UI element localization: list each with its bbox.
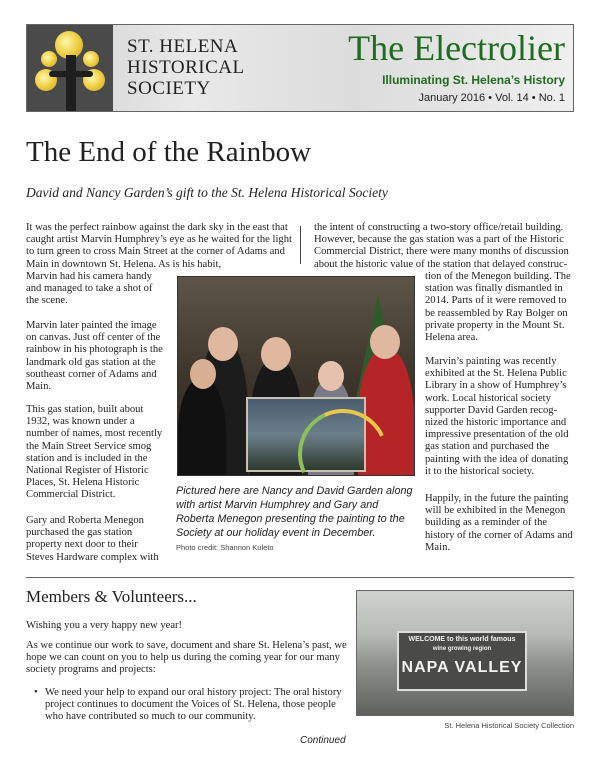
members-heading: Members & Volunteers...: [26, 587, 197, 606]
image-credit: St. Helena Historical Society Collection: [444, 721, 574, 730]
article-subtitle: David and Nancy Garden’s gift to the St. Helena Historical Society: [26, 185, 388, 200]
article-paragraph: tion of the Menegon building. The station was finally dismantled in 2014. Parts of it were removed to be reassembled by Ray Bolger on private property in the Mount St. Helena area.: [425, 271, 571, 344]
sign-line-3: NAPA VALLEY: [401, 659, 523, 676]
article-paragraph: Marvin later painted the image on canvas. Just off center of the rainbow in his photograph is the landmark old gas station at the southeast corner of Adams and Main.: [26, 320, 163, 393]
tagline: Illuminating St. Helena’s History: [382, 73, 565, 87]
photo-caption: Pictured here are Nancy and David Garden along with artist Marvin Humphrey and Gary and Roberta Menegon presenting the painting to the Society at our holiday event in December.: [176, 485, 413, 539]
presentation-photo: [177, 276, 415, 476]
members-paragraph: As we continue our work to save, document and share St. Helena’s past, we hope we can count on you to help us during the coming year for our many society programs and projects:: [26, 640, 347, 676]
bullet-icon: •: [34, 687, 38, 698]
continued-label: Continued: [300, 735, 346, 746]
sign-line-2: wine growing region: [432, 646, 492, 652]
rainbow-painting: [246, 397, 366, 472]
issue-info: January 2016 • Vol. 14 • No. 1: [418, 92, 565, 104]
society-name: [127, 36, 245, 99]
article-paragraph: Gary and Roberta Menegon purchased the gas station property next door to their Steves Hardware complex with: [26, 515, 159, 563]
society-line-1: ST. HELENA: [127, 36, 239, 57]
society-line-3: SOCIETY: [127, 78, 211, 99]
newsletter-name: The Electrolier: [348, 28, 565, 68]
members-paragraph: Wishing you a very happy new year!: [26, 620, 183, 631]
society-line-2: HISTORICAL: [127, 57, 245, 78]
masthead: [26, 24, 574, 112]
article-paragraph: Happily, in the future the painting will be exhibited in the Menegon building as a reminder of the history of the corner of Adams and Main.: [425, 493, 573, 553]
members-bullet-item: We need your help to expand our oral history project: The oral history project continues to document the Voices of St. Helena, those people who have contributed so much to our community.: [45, 687, 342, 723]
electrolier-lamp-icon: [27, 25, 113, 111]
article-paragraph: This gas station, built about 1932, was known under a number of names, most recently the Main Street Service smog station and is included in the National Register of Historic Places, St. Helena Historic Commercial District.: [26, 404, 163, 501]
sign-line-1: WELCOME to this world famous: [408, 636, 516, 643]
article-paragraph: Marvin had his camera handy and managed to take a shot of the scene.: [26, 271, 153, 307]
napa-valley-photo: [356, 590, 574, 716]
section-divider: [26, 577, 574, 578]
napa-valley-sign: [397, 631, 527, 691]
article-paragraph: It was the perfect rainbow against the dark sky in the east that caught artist Marvin Humphrey’s eye as he waited for the light to turn green to cross Main Street at the corner of Adams and Main in downtown St. Helena. As is his habit,: [26, 222, 292, 270]
column-divider: [300, 226, 301, 264]
article-title: The End of the Rainbow: [26, 136, 312, 168]
article-paragraph: Marvin’s painting was recently exhibited at the St. Helena Public Library in a show of Humphrey’s work. Local historical society supporter David Garden recognized the historic importance and impressive presentation of the old gas station and purchased the painting with the idea of donating it to the historical society.: [425, 356, 569, 477]
photo-credit: Photo credit: Shannon Kuleto: [176, 543, 274, 552]
article-paragraph: the intent of constructing a two-story office/retail building. However, because the gas station was a part of the Historic Commercial District, there were many months of discussion about the historic value of the station that delayed construc-: [314, 222, 569, 270]
